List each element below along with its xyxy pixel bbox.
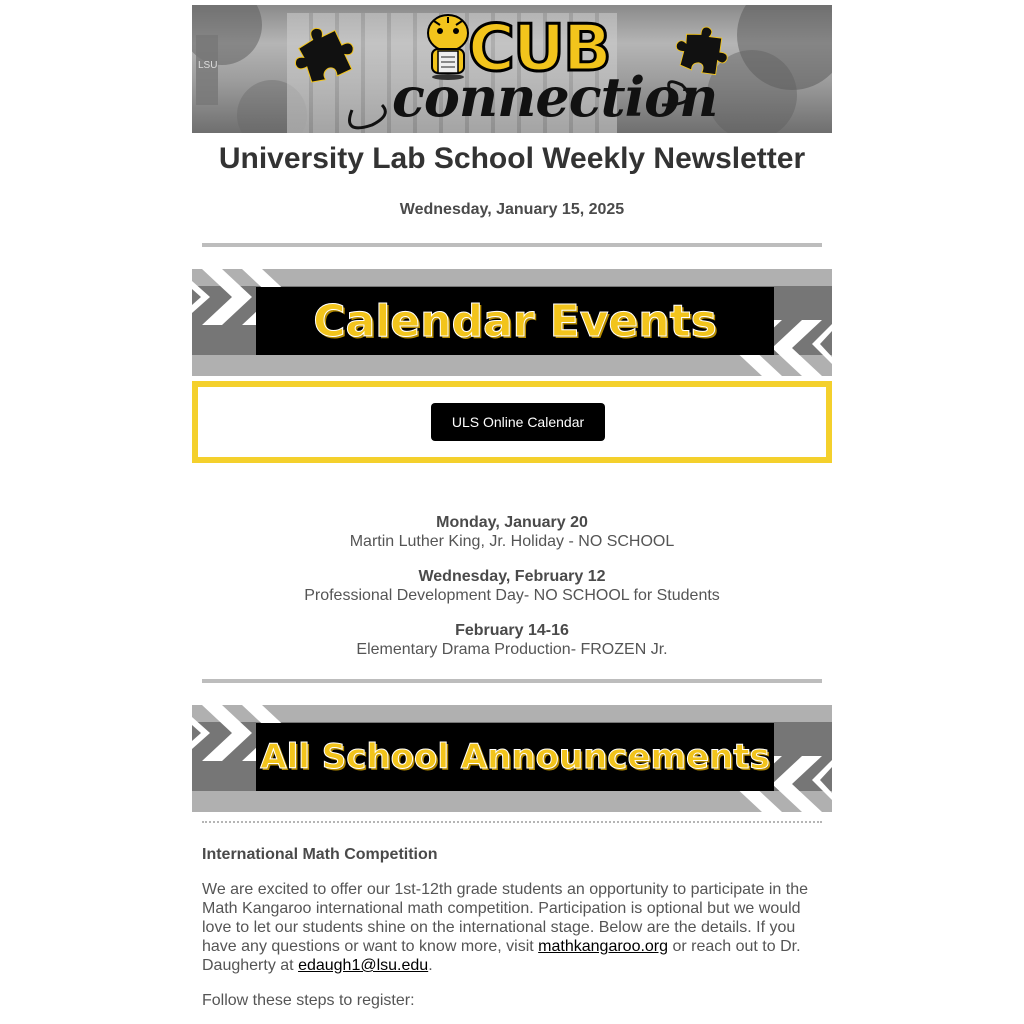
event-item: [192, 513, 832, 551]
event-description: Professional Development Day- NO SCHOOL for Students: [304, 587, 720, 604]
mathkangaroo-link[interactable]: mathkangaroo.org: [538, 938, 669, 955]
event-date: February 14-16: [455, 622, 569, 639]
article-body: [202, 880, 822, 975]
article-text: or reach out to Dr. Daugherty at: [202, 938, 801, 974]
event-item: [192, 567, 832, 605]
section-divider: [202, 679, 822, 683]
event-date: Monday, January 20: [436, 514, 588, 531]
dotted-divider: [202, 821, 822, 823]
newsletter-date: Wednesday, January 15, 2025: [399, 201, 625, 218]
event-date: Wednesday, February 12: [418, 568, 606, 585]
logo-connection-text: connection: [392, 65, 718, 129]
event-description: Martin Luther King, Jr. Holiday - NO SCHOOL: [349, 533, 675, 550]
page-title: University Lab School Weekly Newsletter: [218, 142, 806, 175]
lsu-sign-text: LSU: [198, 60, 218, 71]
logo-cub-text: CUB: [468, 12, 610, 86]
calendar-button-box: [192, 381, 832, 463]
banner-title: All School Announcements: [260, 737, 770, 777]
section-divider: [202, 243, 822, 247]
article-text: We are excited to offer our 1st-12th grade students an opportunity to participate in the Math Kangaroo international math competition. Participation is optional but we would love to let our students shine on the international stage. Below are the details. If you have any questions or want to know more, visit: [202, 881, 808, 955]
calendar-events-banner: [192, 269, 832, 376]
banner-title: Calendar Events: [313, 295, 717, 347]
event-item: [192, 621, 832, 659]
header-banner: [192, 5, 832, 133]
event-description: Elementary Drama Production- FROZEN Jr.: [356, 641, 668, 658]
article-text: .: [428, 957, 433, 974]
steps-intro: Follow these steps to register:: [202, 992, 415, 1009]
announcements-banner: [192, 705, 832, 812]
article-title: International Math Competition: [202, 846, 438, 863]
banner-plate: [256, 287, 774, 355]
email-link[interactable]: edaugh1@lsu.edu: [298, 957, 429, 974]
online-calendar-button[interactable]: ULS Online Calendar: [431, 403, 605, 441]
banner-plate: [256, 723, 774, 791]
logo-swirl: [342, 65, 722, 133]
